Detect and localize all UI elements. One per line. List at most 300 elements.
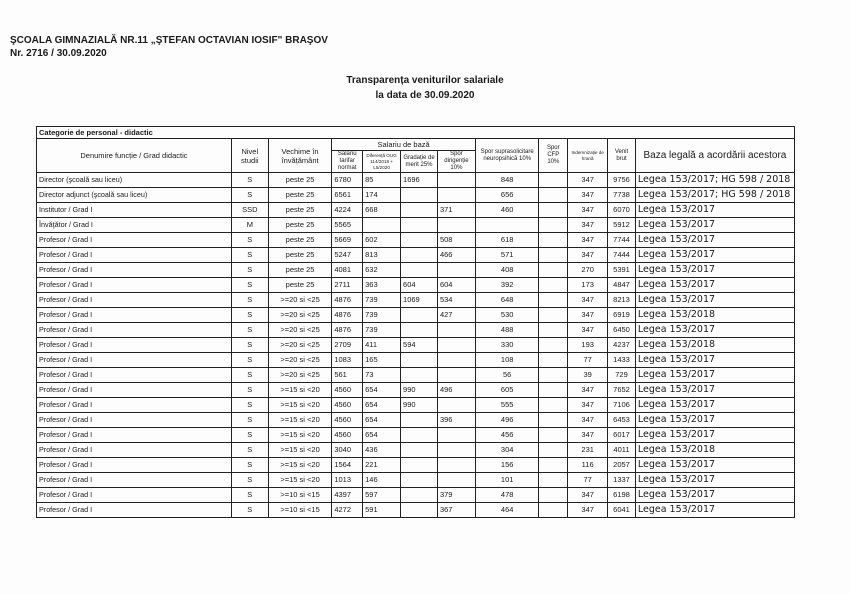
cell-baza: Legea 153/2018: [635, 338, 794, 353]
cell-functie: Profesor / Grad I: [37, 413, 232, 428]
cell-salariu-tarifar: 2709: [332, 338, 363, 353]
cell-gradatie: [401, 203, 438, 218]
cell-spor-dirig: 427: [437, 308, 475, 323]
table-row: [37, 188, 795, 203]
cell-baza: Legea 153/2017: [635, 428, 794, 443]
cell-functie: Profesor / Grad I: [37, 398, 232, 413]
cell-nivel: S: [231, 338, 268, 353]
cell-diferenta: 632: [363, 263, 401, 278]
cell-indemnizatie: 347: [568, 218, 608, 233]
cell-venit: 7106: [608, 398, 636, 413]
cell-venit: 6919: [608, 308, 636, 323]
cell-functie: Profesor / Grad I: [37, 233, 232, 248]
cell-baza: Legea 153/2017: [635, 473, 794, 488]
cell-diferenta: 654: [363, 383, 401, 398]
cell-diferenta: 654: [363, 428, 401, 443]
cell-salariu-tarifar: 4272: [332, 503, 363, 518]
cell-nivel: SSD: [231, 203, 268, 218]
col-salariu-tarifar: Salariu tarifar normat: [332, 151, 363, 173]
school-name: ŞCOALA GIMNAZIALĂ NR.11 „ŞTEFAN OCTAVIAN IOSIF" BRAŞOV: [10, 35, 328, 46]
cell-salariu-tarifar: 3040: [332, 443, 363, 458]
cell-gradatie: [401, 368, 438, 383]
cell-diferenta: 85: [363, 173, 401, 188]
cell-gradatie: 1069: [401, 293, 438, 308]
cell-functie: Institutor / Grad I: [37, 203, 232, 218]
category-header: Categorie de personal - didactic: [37, 127, 795, 139]
cell-functie: Învăţător / Grad I: [37, 218, 232, 233]
cell-spor-cfp: [539, 248, 568, 263]
cell-spor-cfp: [539, 233, 568, 248]
cell-gradatie: [401, 263, 438, 278]
cell-gradatie: [401, 188, 438, 203]
cell-vechime: >=20 si <25: [268, 308, 332, 323]
cell-nivel: S: [231, 233, 268, 248]
cell-spor-dirig: 396: [437, 413, 475, 428]
cell-spor-supra: 618: [475, 233, 539, 248]
cell-nivel: S: [231, 368, 268, 383]
cell-spor-dirig: 466: [437, 248, 475, 263]
table-row: [37, 338, 795, 353]
cell-functie: Profesor / Grad I: [37, 323, 232, 338]
cell-functie: Profesor / Grad I: [37, 428, 232, 443]
cell-indemnizatie: 347: [568, 203, 608, 218]
table-row: [37, 383, 795, 398]
cell-gradatie: [401, 218, 438, 233]
cell-baza: Legea 153/2017: [635, 353, 794, 368]
col-venit: Venit brut: [608, 139, 636, 173]
salary-table: [36, 126, 795, 518]
cell-spor-supra: 478: [475, 488, 539, 503]
table-row: [37, 353, 795, 368]
cell-spor-cfp: [539, 368, 568, 383]
cell-baza: Legea 153/2017: [635, 293, 794, 308]
table-row: [37, 278, 795, 293]
cell-spor-cfp: [539, 398, 568, 413]
cell-spor-cfp: [539, 413, 568, 428]
cell-spor-cfp: [539, 503, 568, 518]
cell-diferenta: 221: [363, 458, 401, 473]
cell-gradatie: 990: [401, 383, 438, 398]
cell-baza: Legea 153/2017: [635, 458, 794, 473]
cell-vechime: >=20 si <25: [268, 368, 332, 383]
cell-salariu-tarifar: 5565: [332, 218, 363, 233]
cell-gradatie: [401, 443, 438, 458]
cell-spor-dirig: [437, 398, 475, 413]
cell-spor-supra: 656: [475, 188, 539, 203]
cell-spor-supra: 392: [475, 278, 539, 293]
cell-spor-cfp: [539, 473, 568, 488]
table-row: [37, 323, 795, 338]
cell-baza: Legea 153/2017: [635, 413, 794, 428]
col-nivel: Nivel studii: [231, 139, 268, 173]
cell-vechime: >=15 si <20: [268, 413, 332, 428]
cell-salariu-tarifar: 4876: [332, 308, 363, 323]
cell-spor-supra: 464: [475, 503, 539, 518]
cell-nivel: S: [231, 263, 268, 278]
cell-gradatie: [401, 353, 438, 368]
cell-functie: Profesor / Grad I: [37, 293, 232, 308]
cell-diferenta: 602: [363, 233, 401, 248]
col-indemnizatie: Indemnizație de hrană: [568, 139, 608, 173]
cell-spor-supra: [475, 218, 539, 233]
cell-spor-supra: 101: [475, 473, 539, 488]
cell-nivel: S: [231, 488, 268, 503]
cell-vechime: peste 25: [268, 218, 332, 233]
cell-venit: 9756: [608, 173, 636, 188]
cell-functie: Profesor / Grad I: [37, 308, 232, 323]
cell-venit: 5912: [608, 218, 636, 233]
cell-vechime: >=15 si <20: [268, 458, 332, 473]
cell-spor-supra: 496: [475, 413, 539, 428]
col-gradatie: Gradație de merit 25%: [401, 151, 438, 173]
cell-spor-cfp: [539, 218, 568, 233]
cell-gradatie: [401, 248, 438, 263]
cell-salariu-tarifar: 4081: [332, 263, 363, 278]
cell-indemnizatie: 347: [568, 323, 608, 338]
cell-venit: 729: [608, 368, 636, 383]
cell-nivel: S: [231, 173, 268, 188]
cell-vechime: >=15 si <20: [268, 383, 332, 398]
cell-indemnizatie: 347: [568, 173, 608, 188]
cell-gradatie: 1696: [401, 173, 438, 188]
cell-functie: Profesor / Grad I: [37, 488, 232, 503]
cell-baza: Legea 153/2017: [635, 248, 794, 263]
cell-spor-dirig: 508: [437, 233, 475, 248]
table-row: [37, 413, 795, 428]
cell-diferenta: 73: [363, 368, 401, 383]
cell-diferenta: 174: [363, 188, 401, 203]
cell-gradatie: 594: [401, 338, 438, 353]
cell-gradatie: [401, 308, 438, 323]
cell-indemnizatie: 347: [568, 413, 608, 428]
cell-venit: 7444: [608, 248, 636, 263]
cell-indemnizatie: 347: [568, 293, 608, 308]
table-row: [37, 368, 795, 383]
cell-spor-dirig: [437, 368, 475, 383]
cell-gradatie: 990: [401, 398, 438, 413]
cell-nivel: S: [231, 503, 268, 518]
cell-gradatie: [401, 473, 438, 488]
cell-functie: Profesor / Grad I: [37, 368, 232, 383]
cell-baza: Legea 153/2018: [635, 308, 794, 323]
cell-spor-cfp: [539, 308, 568, 323]
cell-diferenta: 165: [363, 353, 401, 368]
table-row: [37, 488, 795, 503]
cell-indemnizatie: 270: [568, 263, 608, 278]
table-row: [37, 503, 795, 518]
cell-diferenta: 411: [363, 338, 401, 353]
cell-spor-dirig: [437, 428, 475, 443]
cell-salariu-tarifar: 4397: [332, 488, 363, 503]
cell-functie: Director adjunct (şcoală sau liceu): [37, 188, 232, 203]
cell-spor-supra: 530: [475, 308, 539, 323]
cell-baza: Legea 153/2017: [635, 368, 794, 383]
cell-diferenta: 668: [363, 203, 401, 218]
cell-functie: Profesor / Grad I: [37, 278, 232, 293]
cell-spor-supra: 460: [475, 203, 539, 218]
cell-functie: Profesor / Grad I: [37, 338, 232, 353]
cell-salariu-tarifar: 4560: [332, 428, 363, 443]
cell-venit: 2057: [608, 458, 636, 473]
cell-venit: 1433: [608, 353, 636, 368]
cell-spor-dirig: [437, 173, 475, 188]
col-spor-cfp: Spor CFP 10%: [539, 139, 568, 173]
cell-indemnizatie: 347: [568, 488, 608, 503]
cell-indemnizatie: 347: [568, 398, 608, 413]
cell-vechime: >=10 si <15: [268, 503, 332, 518]
cell-spor-cfp: [539, 203, 568, 218]
cell-venit: 1337: [608, 473, 636, 488]
cell-functie: Profesor / Grad I: [37, 503, 232, 518]
cell-venit: 4237: [608, 338, 636, 353]
cell-venit: 6017: [608, 428, 636, 443]
cell-vechime: peste 25: [268, 233, 332, 248]
cell-salariu-tarifar: 561: [332, 368, 363, 383]
cell-baza: Legea 153/2018: [635, 443, 794, 458]
cell-vechime: >=15 si <20: [268, 428, 332, 443]
cell-spor-supra: 648: [475, 293, 539, 308]
cell-spor-supra: 156: [475, 458, 539, 473]
cell-diferenta: 739: [363, 293, 401, 308]
table-row: [37, 263, 795, 278]
cell-baza: Legea 153/2017: [635, 218, 794, 233]
cell-gradatie: [401, 413, 438, 428]
col-diferenta: Diferență OUG 114/2018 + L5/2020: [363, 151, 401, 173]
cell-baza: Legea 153/2017: [635, 398, 794, 413]
cell-indemnizatie: 39: [568, 368, 608, 383]
cell-diferenta: 591: [363, 503, 401, 518]
cell-vechime: >=20 si <25: [268, 323, 332, 338]
cell-baza: Legea 153/2017: [635, 488, 794, 503]
cell-spor-supra: 848: [475, 173, 539, 188]
cell-spor-supra: 56: [475, 368, 539, 383]
cell-functie: Profesor / Grad I: [37, 473, 232, 488]
cell-spor-supra: 456: [475, 428, 539, 443]
cell-venit: 4011: [608, 443, 636, 458]
cell-spor-dirig: [437, 188, 475, 203]
cell-spor-cfp: [539, 488, 568, 503]
cell-nivel: S: [231, 383, 268, 398]
cell-gradatie: [401, 503, 438, 518]
cell-gradatie: [401, 323, 438, 338]
cell-diferenta: 739: [363, 323, 401, 338]
cell-gradatie: [401, 233, 438, 248]
cell-nivel: S: [231, 188, 268, 203]
cell-salariu-tarifar: 1013: [332, 473, 363, 488]
cell-indemnizatie: 347: [568, 248, 608, 263]
cell-venit: 7652: [608, 383, 636, 398]
cell-diferenta: 813: [363, 248, 401, 263]
cell-baza: Legea 153/2017; HG 598 / 2018: [635, 188, 794, 203]
cell-diferenta: [363, 218, 401, 233]
cell-diferenta: 654: [363, 413, 401, 428]
cell-salariu-tarifar: 1564: [332, 458, 363, 473]
cell-vechime: >=20 si <25: [268, 338, 332, 353]
cell-venit: 4847: [608, 278, 636, 293]
cell-spor-supra: 555: [475, 398, 539, 413]
cell-vechime: >=15 si <20: [268, 398, 332, 413]
cell-nivel: S: [231, 473, 268, 488]
cell-vechime: peste 25: [268, 278, 332, 293]
cell-spor-cfp: [539, 353, 568, 368]
col-salariu-baza: Salariu de bază: [332, 139, 476, 151]
cell-nivel: S: [231, 353, 268, 368]
cell-spor-dirig: [437, 443, 475, 458]
cell-venit: 7738: [608, 188, 636, 203]
cell-venit: 7744: [608, 233, 636, 248]
cell-indemnizatie: 77: [568, 473, 608, 488]
cell-diferenta: 739: [363, 308, 401, 323]
cell-indemnizatie: 231: [568, 443, 608, 458]
col-spor-supra: Spor suprasolicitare neuropsihică 10%: [475, 139, 539, 173]
cell-salariu-tarifar: 1083: [332, 353, 363, 368]
cell-gradatie: 604: [401, 278, 438, 293]
cell-baza: Legea 153/2017: [635, 233, 794, 248]
cell-indemnizatie: 347: [568, 383, 608, 398]
cell-salariu-tarifar: 5247: [332, 248, 363, 263]
cell-vechime: peste 25: [268, 263, 332, 278]
col-vechime: Vechime în învățământ: [268, 139, 332, 173]
cell-spor-cfp: [539, 278, 568, 293]
cell-salariu-tarifar: 2711: [332, 278, 363, 293]
cell-baza: Legea 153/2017: [635, 278, 794, 293]
cell-indemnizatie: 347: [568, 503, 608, 518]
cell-vechime: peste 25: [268, 248, 332, 263]
cell-baza: Legea 153/2017: [635, 323, 794, 338]
cell-indemnizatie: 347: [568, 233, 608, 248]
cell-spor-dirig: 496: [437, 383, 475, 398]
cell-venit: 6070: [608, 203, 636, 218]
table-row: [37, 428, 795, 443]
cell-spor-cfp: [539, 323, 568, 338]
cell-salariu-tarifar: 4876: [332, 323, 363, 338]
cell-venit: 6041: [608, 503, 636, 518]
cell-venit: 8213: [608, 293, 636, 308]
cell-spor-cfp: [539, 188, 568, 203]
cell-spor-supra: 108: [475, 353, 539, 368]
cell-diferenta: 436: [363, 443, 401, 458]
table-row: [37, 473, 795, 488]
cell-nivel: S: [231, 458, 268, 473]
cell-spor-cfp: [539, 293, 568, 308]
cell-diferenta: 654: [363, 398, 401, 413]
cell-nivel: S: [231, 428, 268, 443]
table-row: [37, 248, 795, 263]
cell-spor-dirig: [437, 458, 475, 473]
cell-venit: 6198: [608, 488, 636, 503]
cell-diferenta: 146: [363, 473, 401, 488]
cell-salariu-tarifar: 6780: [332, 173, 363, 188]
cell-spor-supra: 605: [475, 383, 539, 398]
cell-salariu-tarifar: 4560: [332, 398, 363, 413]
cell-venit: 6450: [608, 323, 636, 338]
table-row: [37, 203, 795, 218]
cell-functie: Profesor / Grad I: [37, 248, 232, 263]
table-row: [37, 308, 795, 323]
cell-salariu-tarifar: 4560: [332, 413, 363, 428]
table-row: [37, 233, 795, 248]
col-functie: Denumire funcție / Grad didactic: [37, 139, 232, 173]
cell-baza: Legea 153/2017: [635, 203, 794, 218]
document-number: Nr. 2716 / 30.09.2020: [10, 48, 107, 59]
cell-functie: Profesor / Grad I: [37, 458, 232, 473]
cell-spor-dirig: 534: [437, 293, 475, 308]
cell-vechime: >=20 si <25: [268, 353, 332, 368]
cell-spor-dirig: 367: [437, 503, 475, 518]
cell-spor-cfp: [539, 428, 568, 443]
cell-nivel: S: [231, 443, 268, 458]
cell-spor-supra: 408: [475, 263, 539, 278]
cell-gradatie: [401, 488, 438, 503]
cell-vechime: >=15 si <20: [268, 443, 332, 458]
cell-spor-cfp: [539, 383, 568, 398]
cell-gradatie: [401, 458, 438, 473]
cell-indemnizatie: 173: [568, 278, 608, 293]
cell-gradatie: [401, 428, 438, 443]
table-row: [37, 458, 795, 473]
cell-indemnizatie: 193: [568, 338, 608, 353]
cell-spor-dirig: [437, 473, 475, 488]
cell-spor-cfp: [539, 458, 568, 473]
cell-vechime: >=10 si <15: [268, 488, 332, 503]
document-date: la data de 30.09.2020: [375, 90, 475, 101]
cell-spor-dirig: 379: [437, 488, 475, 503]
cell-salariu-tarifar: 6561: [332, 188, 363, 203]
cell-nivel: S: [231, 248, 268, 263]
cell-functie: Profesor / Grad I: [37, 263, 232, 278]
cell-spor-dirig: 604: [437, 278, 475, 293]
cell-spor-dirig: [437, 323, 475, 338]
cell-nivel: S: [231, 293, 268, 308]
cell-functie: Director (şcoală sau liceu): [37, 173, 232, 188]
cell-spor-cfp: [539, 173, 568, 188]
cell-indemnizatie: 77: [568, 353, 608, 368]
cell-spor-dirig: [437, 218, 475, 233]
cell-spor-supra: 571: [475, 248, 539, 263]
col-spor-dirig: Spor dirigenție 10%: [437, 151, 475, 173]
cell-spor-cfp: [539, 338, 568, 353]
cell-functie: Profesor / Grad I: [37, 383, 232, 398]
table-row: [37, 218, 795, 233]
cell-nivel: S: [231, 323, 268, 338]
cell-spor-supra: 330: [475, 338, 539, 353]
document-title: Transparența veniturilor salariale: [346, 75, 504, 86]
cell-spor-dirig: [437, 263, 475, 278]
cell-diferenta: 597: [363, 488, 401, 503]
cell-vechime: peste 25: [268, 173, 332, 188]
cell-salariu-tarifar: 4224: [332, 203, 363, 218]
col-baza: Baza legală a acordării acestora: [635, 139, 794, 173]
cell-baza: Legea 153/2017: [635, 503, 794, 518]
cell-spor-cfp: [539, 443, 568, 458]
cell-indemnizatie: 347: [568, 308, 608, 323]
cell-spor-supra: 304: [475, 443, 539, 458]
cell-vechime: peste 25: [268, 188, 332, 203]
cell-baza: Legea 153/2017: [635, 263, 794, 278]
cell-salariu-tarifar: 4876: [332, 293, 363, 308]
cell-venit: 6453: [608, 413, 636, 428]
cell-vechime: peste 25: [268, 203, 332, 218]
cell-salariu-tarifar: 4560: [332, 383, 363, 398]
cell-diferenta: 363: [363, 278, 401, 293]
cell-baza: Legea 153/2017: [635, 383, 794, 398]
table-row: [37, 398, 795, 413]
cell-nivel: S: [231, 398, 268, 413]
cell-salariu-tarifar: 5669: [332, 233, 363, 248]
cell-spor-cfp: [539, 263, 568, 278]
cell-nivel: S: [231, 413, 268, 428]
cell-indemnizatie: 347: [568, 188, 608, 203]
